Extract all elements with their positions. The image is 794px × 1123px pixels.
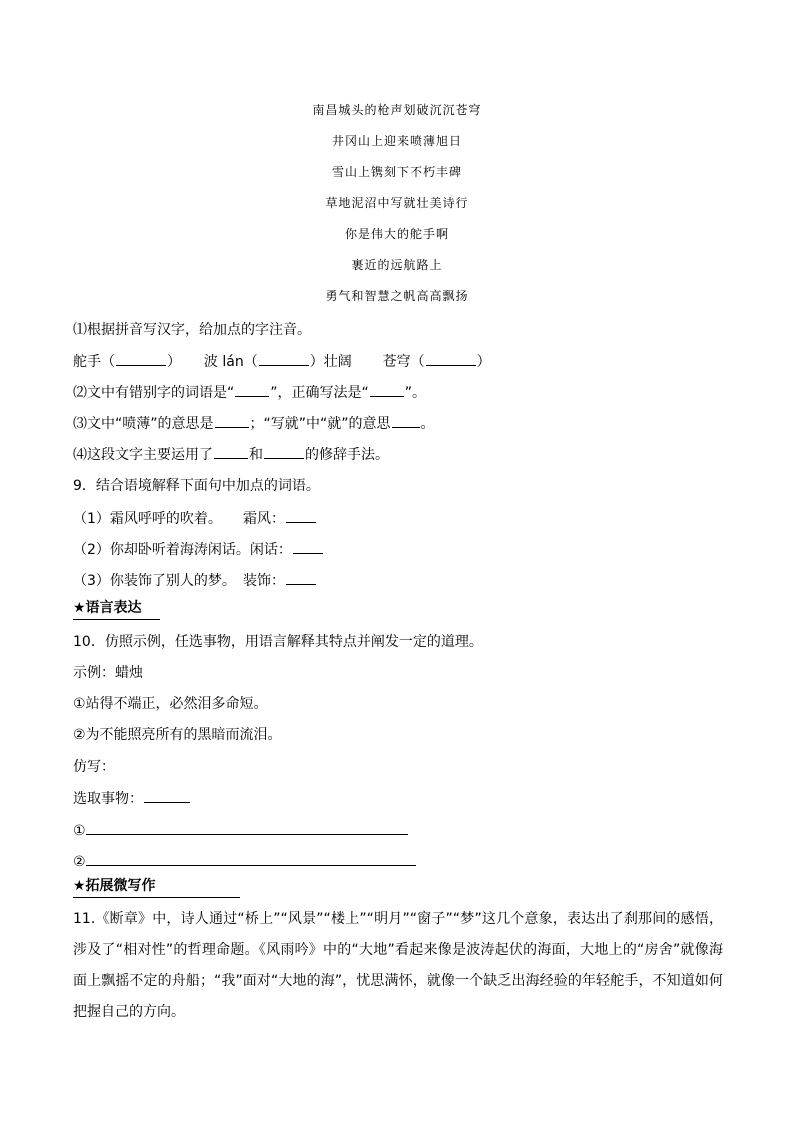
q9-item-1 bbox=[73, 507, 317, 530]
q11-paragraph: 11.《断章》中，诗人通过“桥上”“风景”“楼上”“明月”“窗子”“梦”这几个意象，表达出了刹那间的感悟，涉及了“相对性”的哲理命题。《风雨吟》中的“大地”看起来像是波涛起伏的海面，大地上的“房舍”就像海面上飘摇不定的舟船；“我”面对“大地的海”，忧思满怀，就像一个缺乏出海经验的年轻舵手，不知道如何把握自己的方向。 bbox=[73, 911, 723, 1020]
q9-item-2 bbox=[73, 538, 324, 561]
q10-answer-mark: ② bbox=[73, 854, 86, 870]
q9-term: 霜风： bbox=[243, 511, 285, 527]
answer-blank[interactable] bbox=[116, 350, 166, 366]
q10-example-2: ②为不能照亮所有的黑暗而流泪。 bbox=[73, 727, 282, 743]
q9-title: 9．结合语境解释下面句中加点的词语。 bbox=[73, 478, 320, 494]
q8-item-c-label: 苍穹（ bbox=[382, 354, 425, 370]
q8-sub4-text: 的修辞手法。 bbox=[305, 447, 389, 463]
section-heading-language: ★语言表达 bbox=[73, 598, 160, 620]
q8-item-a-end: ） bbox=[167, 354, 181, 370]
q8-sub4-text: 和 bbox=[249, 447, 263, 463]
q8-item-a-label: 舵手（ bbox=[73, 354, 115, 370]
q8-sub3-text: 。 bbox=[420, 416, 435, 432]
answer-blank[interactable] bbox=[235, 381, 269, 397]
poem bbox=[0, 100, 794, 317]
q9-sentence: （2）你却卧听着海涛闲话。 bbox=[73, 542, 250, 558]
q8-sub3-text: ⑶文中“喷薄”的意思是 bbox=[73, 416, 214, 432]
answer-blank[interactable] bbox=[392, 412, 420, 428]
answer-line[interactable] bbox=[86, 818, 408, 835]
q8-sub3-text: ；“写就”中“就”的意思 bbox=[249, 416, 391, 432]
poem-line: 井冈山上迎来喷薄旭日 bbox=[331, 134, 462, 148]
q8-sub4 bbox=[73, 443, 389, 466]
q10-answer-1-row bbox=[73, 818, 408, 842]
q8-sub1-items bbox=[73, 350, 491, 373]
q8-sub2-text: ⑵文中有错别字的词语是“ bbox=[73, 385, 235, 401]
answer-blank[interactable] bbox=[144, 787, 190, 803]
q8-sub1-instruction: ⑴根据拼音写汉字，给加点的字注音。 bbox=[73, 322, 311, 338]
q8-sub2-text: ”。 bbox=[404, 385, 427, 401]
q10-example-label: 示例：蜡烛 bbox=[73, 665, 143, 681]
answer-blank[interactable] bbox=[215, 412, 249, 428]
section-heading-writing: ★拓展微写作 bbox=[73, 876, 240, 898]
answer-line[interactable] bbox=[86, 849, 416, 866]
poem-line: 草地泥沼中写就壮美诗行 bbox=[325, 196, 469, 210]
q9-term: 闲话： bbox=[249, 542, 292, 558]
q9-sentence: （3）你装饰了别人的梦。 bbox=[73, 573, 236, 589]
poem-line: 裹近的远航路上 bbox=[351, 258, 443, 272]
answer-blank[interactable] bbox=[426, 350, 476, 366]
q8-item-b-label: 波 lán（ bbox=[203, 354, 258, 370]
answer-blank[interactable] bbox=[286, 507, 316, 523]
q8-sub2 bbox=[73, 381, 426, 404]
q10-answer-mark: ① bbox=[73, 823, 86, 839]
q10-choose-label: 选取事物： bbox=[73, 791, 143, 807]
q10-example-1: ①站得不端正，必然泪多命短。 bbox=[73, 696, 268, 712]
q10-title: 10．仿照示例，任选事物，用语言解释其特点并阐发一定的道理。 bbox=[73, 634, 483, 650]
poem-line: 勇气和智慧之帆高高飘扬 bbox=[325, 289, 469, 303]
q10-choose-row bbox=[73, 787, 191, 810]
answer-blank[interactable] bbox=[286, 569, 316, 585]
q8-sub4-text: ⑷这段文字主要运用了 bbox=[73, 447, 213, 463]
answer-blank[interactable] bbox=[214, 443, 248, 459]
poem-line: 雪山上镌刻下不朽丰碑 bbox=[331, 165, 462, 179]
q8-item-b-end: ）壮阔 bbox=[309, 354, 352, 370]
answer-blank[interactable] bbox=[370, 381, 404, 397]
q8-sub2-text: ”，正确写法是“ bbox=[270, 385, 369, 401]
answer-blank[interactable] bbox=[259, 350, 309, 366]
q9-term: 装饰： bbox=[243, 573, 285, 589]
q8-sub3 bbox=[73, 412, 435, 435]
answer-blank[interactable] bbox=[264, 443, 304, 459]
q9-item-3 bbox=[73, 569, 317, 592]
q10-imitate-label: 仿写： bbox=[73, 759, 115, 775]
q8-item-c-end: ） bbox=[476, 354, 491, 370]
q10-answer-2-row bbox=[73, 849, 416, 873]
answer-blank[interactable] bbox=[293, 538, 323, 554]
poem-line: 你是伟大的舵手啊 bbox=[344, 227, 449, 241]
q9-sentence: （1）霜风呼呼的吹着。 bbox=[73, 511, 222, 527]
poem-line: 南昌城头的枪声划破沉沉苍穹 bbox=[312, 103, 482, 117]
